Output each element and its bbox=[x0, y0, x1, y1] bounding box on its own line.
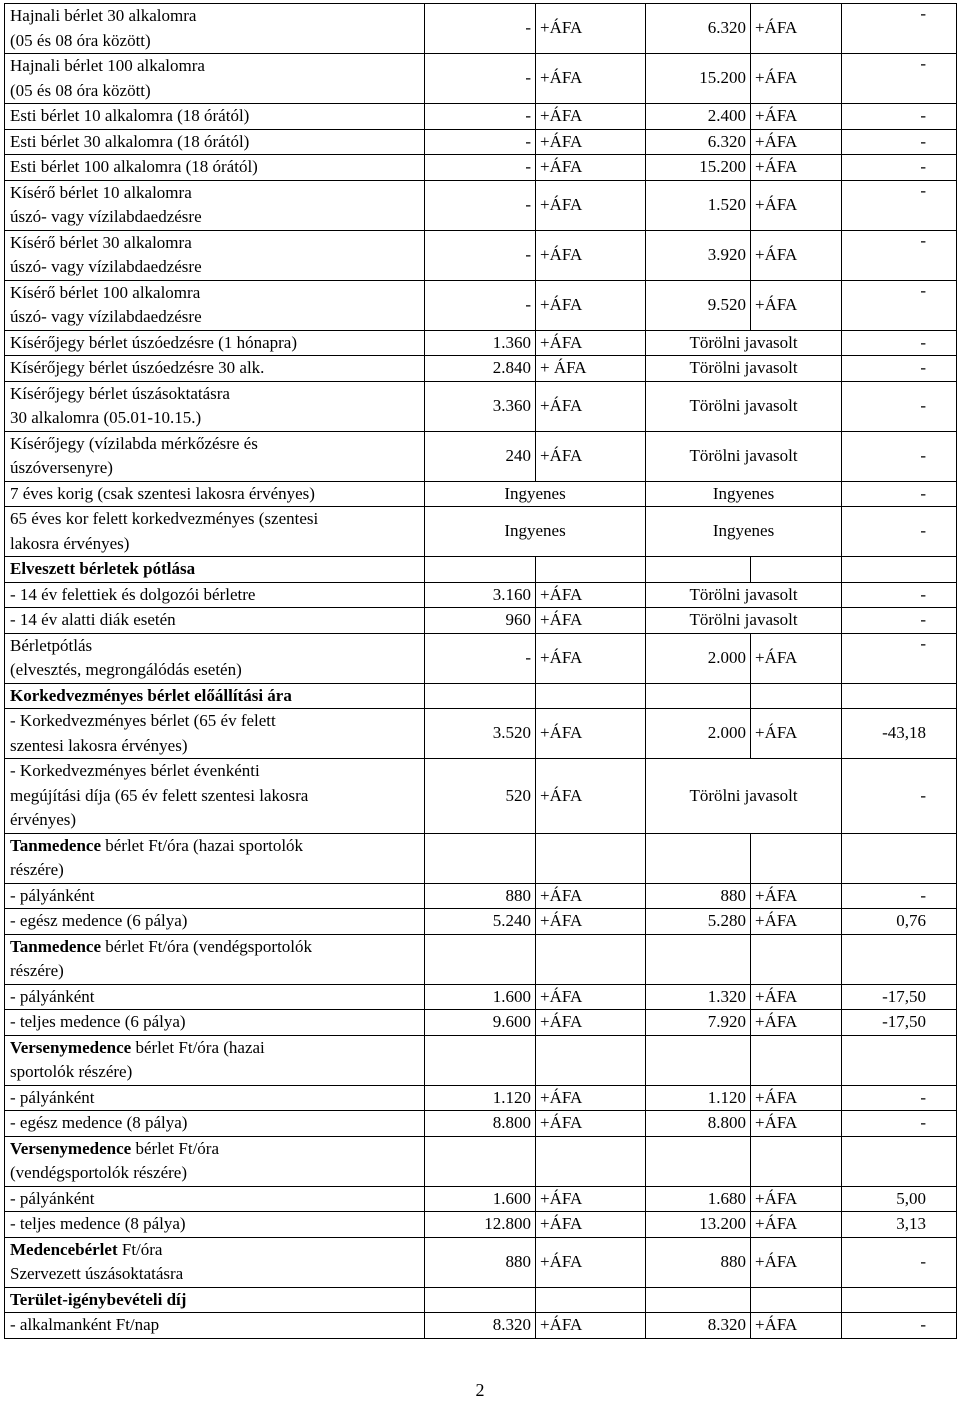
row-label bbox=[5, 1186, 425, 1212]
change-percent: - bbox=[842, 230, 957, 280]
old-vat-label: +ÁFA bbox=[536, 608, 646, 634]
old-vat-label: +ÁFA bbox=[536, 155, 646, 181]
old-vat-label: +ÁFA bbox=[536, 381, 646, 431]
empty-cell bbox=[536, 557, 646, 583]
change-percent: 3,13 bbox=[842, 1212, 957, 1238]
row-label-text: 7 éves korig (csak szentesi lakosra érvényes) bbox=[10, 483, 315, 503]
row-label-text: - teljes medence (8 pálya) bbox=[10, 1214, 186, 1233]
section-header-title: Elveszett bérletek pótlása bbox=[10, 559, 196, 578]
table-row bbox=[5, 633, 957, 683]
row-label-text: - Korkedvezményes bérlet évenkénti megújítási díja (65 év felett szentesi lakosra érvényes) bbox=[10, 761, 309, 829]
empty-cell bbox=[646, 833, 751, 883]
row-label bbox=[5, 984, 425, 1010]
old-vat-label: +ÁFA bbox=[536, 1313, 646, 1339]
table-row bbox=[5, 709, 957, 759]
change-percent: - bbox=[842, 155, 957, 181]
row-label bbox=[5, 431, 425, 481]
row-label-text: Esti bérlet 10 alkalomra (18 órától) bbox=[10, 106, 250, 125]
proposal-note: Törölni javasolt bbox=[646, 431, 842, 481]
new-vat-label: +ÁFA bbox=[751, 909, 842, 935]
change-percent: - bbox=[842, 633, 957, 683]
row-label-text: - teljes medence (6 pálya) bbox=[10, 1012, 186, 1031]
empty-cell bbox=[751, 833, 842, 883]
row-label bbox=[5, 1237, 425, 1287]
change-percent: - bbox=[842, 759, 957, 834]
row-label-text: - 14 év alatti diák esetén bbox=[10, 610, 176, 629]
empty-cell bbox=[751, 1287, 842, 1313]
row-label-text: Kísérő bérlet 10 alkalomra úszó- vagy vízilabdaedzésre bbox=[10, 182, 202, 226]
section-header-rest: bérlet Ft/óra (vendégsportolók részére) bbox=[10, 1138, 219, 1182]
empty-cell bbox=[536, 1136, 646, 1186]
old-price: 12.800 bbox=[425, 1212, 536, 1238]
old-price-text: Ingyenes bbox=[425, 507, 646, 557]
new-vat-label: +ÁFA bbox=[751, 1085, 842, 1111]
table-row bbox=[5, 54, 957, 104]
change-percent: -17,50 bbox=[842, 1010, 957, 1036]
table-row bbox=[5, 1186, 957, 1212]
old-vat-label: +ÁFA bbox=[536, 230, 646, 280]
row-label bbox=[5, 4, 425, 54]
empty-cell bbox=[425, 934, 536, 984]
new-vat-label: +ÁFA bbox=[751, 1212, 842, 1238]
change-percent: - bbox=[842, 481, 957, 507]
old-vat-label: +ÁFA bbox=[536, 909, 646, 935]
new-price: 1.680 bbox=[646, 1186, 751, 1212]
table-row bbox=[5, 1313, 957, 1339]
new-vat-label: +ÁFA bbox=[751, 1313, 842, 1339]
row-label bbox=[5, 1212, 425, 1238]
new-price: 15.200 bbox=[646, 155, 751, 181]
new-price: 2.400 bbox=[646, 104, 751, 130]
change-percent: - bbox=[842, 431, 957, 481]
empty-cell bbox=[425, 557, 536, 583]
table-row bbox=[5, 230, 957, 280]
section-header bbox=[5, 1136, 425, 1186]
table-row bbox=[5, 180, 957, 230]
old-vat-label: +ÁFA bbox=[536, 759, 646, 834]
empty-cell bbox=[751, 683, 842, 709]
new-price: 15.200 bbox=[646, 54, 751, 104]
old-vat-label: +ÁFA bbox=[536, 431, 646, 481]
empty-cell bbox=[536, 934, 646, 984]
table-row bbox=[5, 759, 957, 834]
table-row bbox=[5, 1136, 957, 1186]
row-label-text: - pályánként bbox=[10, 986, 95, 1006]
change-percent: - bbox=[842, 104, 957, 130]
row-label-text: Esti bérlet 30 alkalomra (18 órától) bbox=[10, 131, 250, 151]
section-header bbox=[5, 934, 425, 984]
section-header bbox=[5, 557, 425, 583]
old-price: 1.600 bbox=[425, 1186, 536, 1212]
empty-cell bbox=[842, 683, 957, 709]
proposal-note: Törölni javasolt bbox=[646, 759, 842, 834]
change-percent: -43,18 bbox=[842, 709, 957, 759]
row-label bbox=[5, 481, 425, 507]
new-vat-label: +ÁFA bbox=[751, 633, 842, 683]
price-table bbox=[4, 3, 957, 1339]
new-price: 8.320 bbox=[646, 1313, 751, 1339]
table-row bbox=[5, 280, 957, 330]
old-vat-label: +ÁFA bbox=[536, 883, 646, 909]
proposal-note: Törölni javasolt bbox=[646, 582, 842, 608]
empty-cell bbox=[536, 1035, 646, 1085]
new-vat-label: +ÁFA bbox=[751, 4, 842, 54]
empty-cell bbox=[425, 1287, 536, 1313]
section-header-title: Versenymedence bbox=[10, 1037, 132, 1057]
proposal-note: Törölni javasolt bbox=[646, 356, 842, 382]
row-label bbox=[5, 883, 425, 909]
row-label bbox=[5, 709, 425, 759]
row-label-text: - 14 év felettiek és dolgozói bérletre bbox=[10, 584, 256, 604]
old-vat-label: +ÁFA bbox=[536, 180, 646, 230]
table-row bbox=[5, 1085, 957, 1111]
old-price: 2.840 bbox=[425, 356, 536, 382]
new-vat-label: +ÁFA bbox=[751, 1186, 842, 1212]
row-label bbox=[5, 633, 425, 683]
row-label bbox=[5, 1313, 425, 1339]
change-percent: - bbox=[842, 608, 957, 634]
change-percent: - bbox=[842, 381, 957, 431]
row-label-text: Kísérőjegy bérlet úszóedzésre 30 alk. bbox=[10, 358, 265, 377]
table-row bbox=[5, 129, 957, 155]
old-vat-label: +ÁFA bbox=[536, 582, 646, 608]
new-price: 1.120 bbox=[646, 1085, 751, 1111]
empty-cell bbox=[751, 557, 842, 583]
row-label bbox=[5, 1111, 425, 1137]
row-label-text: Esti bérlet 100 alkalomra (18 órától) bbox=[10, 157, 258, 176]
old-vat-label: +ÁFA bbox=[536, 280, 646, 330]
new-price-text: Ingyenes bbox=[646, 507, 842, 557]
old-vat-label: +ÁFA bbox=[536, 129, 646, 155]
old-vat-label: +ÁFA bbox=[536, 1111, 646, 1137]
old-price: 520 bbox=[425, 759, 536, 834]
proposal-note: Törölni javasolt bbox=[646, 608, 842, 634]
row-label-text: - Korkedvezményes bérlet (65 év felett szentesi lakosra érvényes) bbox=[10, 711, 276, 755]
new-price: 7.920 bbox=[646, 1010, 751, 1036]
empty-cell bbox=[842, 1035, 957, 1085]
new-price: 1.520 bbox=[646, 180, 751, 230]
empty-cell bbox=[842, 934, 957, 984]
empty-cell bbox=[751, 1035, 842, 1085]
proposal-note: Törölni javasolt bbox=[646, 381, 842, 431]
old-vat-label: +ÁFA bbox=[536, 4, 646, 54]
page-number: 2 bbox=[475, 1380, 485, 1400]
change-percent: - bbox=[842, 356, 957, 382]
table-row bbox=[5, 507, 957, 557]
table-row bbox=[5, 934, 957, 984]
empty-cell bbox=[425, 683, 536, 709]
row-label bbox=[5, 582, 425, 608]
change-percent: - bbox=[842, 1237, 957, 1287]
table-row bbox=[5, 984, 957, 1010]
new-vat-label: +ÁFA bbox=[751, 1111, 842, 1137]
table-row bbox=[5, 557, 957, 583]
new-price: 880 bbox=[646, 1237, 751, 1287]
row-label bbox=[5, 608, 425, 634]
old-price: - bbox=[425, 230, 536, 280]
new-price: 2.000 bbox=[646, 633, 751, 683]
new-price: 1.320 bbox=[646, 984, 751, 1010]
old-vat-label: +ÁFA bbox=[536, 1237, 646, 1287]
empty-cell bbox=[751, 1136, 842, 1186]
new-vat-label: +ÁFA bbox=[751, 1237, 842, 1287]
old-vat-label: +ÁFA bbox=[536, 1085, 646, 1111]
new-vat-label: +ÁFA bbox=[751, 280, 842, 330]
row-label-text: Bérletpótlás (elvesztés, megrongálódás esetén) bbox=[10, 635, 242, 679]
old-price: 3.520 bbox=[425, 709, 536, 759]
new-vat-label: +ÁFA bbox=[751, 230, 842, 280]
table-row bbox=[5, 431, 957, 481]
empty-cell bbox=[842, 833, 957, 883]
table-row bbox=[5, 582, 957, 608]
change-percent: - bbox=[842, 1085, 957, 1111]
old-price: 1.120 bbox=[425, 1085, 536, 1111]
table-row bbox=[5, 1035, 957, 1085]
empty-cell bbox=[425, 1035, 536, 1085]
empty-cell bbox=[536, 1287, 646, 1313]
table-row bbox=[5, 683, 957, 709]
table-row bbox=[5, 608, 957, 634]
row-label-text: 65 éves kor felett korkedvezményes (szentesi lakosra érvényes) bbox=[10, 509, 319, 553]
new-price: 13.200 bbox=[646, 1212, 751, 1238]
old-vat-label: +ÁFA bbox=[536, 984, 646, 1010]
table-row bbox=[5, 330, 957, 356]
old-vat-label: +ÁFA bbox=[536, 709, 646, 759]
row-label-text: Kísérő bérlet 100 alkalomra úszó- vagy vízilabdaedzésre bbox=[10, 282, 202, 326]
row-label-text: - pályánként bbox=[10, 885, 95, 905]
old-price: 5.240 bbox=[425, 909, 536, 935]
row-label bbox=[5, 180, 425, 230]
new-price: 9.520 bbox=[646, 280, 751, 330]
old-price: 960 bbox=[425, 608, 536, 634]
empty-cell bbox=[536, 683, 646, 709]
table-row bbox=[5, 883, 957, 909]
old-price: - bbox=[425, 104, 536, 130]
empty-cell bbox=[425, 833, 536, 883]
new-vat-label: +ÁFA bbox=[751, 54, 842, 104]
new-price: 5.280 bbox=[646, 909, 751, 935]
new-vat-label: +ÁFA bbox=[751, 155, 842, 181]
old-price: - bbox=[425, 4, 536, 54]
table-row bbox=[5, 1287, 957, 1313]
section-header bbox=[5, 683, 425, 709]
new-vat-label: +ÁFA bbox=[751, 883, 842, 909]
change-percent: - bbox=[842, 330, 957, 356]
proposal-note: Törölni javasolt bbox=[646, 330, 842, 356]
row-label bbox=[5, 1010, 425, 1036]
change-percent: - bbox=[842, 1313, 957, 1339]
old-price: - bbox=[425, 129, 536, 155]
row-label bbox=[5, 381, 425, 431]
price-table-body bbox=[5, 4, 957, 1339]
row-label-bold: Medencebérlet bbox=[10, 1239, 118, 1259]
old-price-text: Ingyenes bbox=[425, 481, 646, 507]
row-label-text: Hajnali bérlet 100 alkalomra (05 és 08 óra között) bbox=[10, 56, 205, 100]
empty-cell bbox=[646, 1035, 751, 1085]
table-row bbox=[5, 909, 957, 935]
new-vat-label: +ÁFA bbox=[751, 984, 842, 1010]
new-vat-label: +ÁFA bbox=[751, 104, 842, 130]
table-row bbox=[5, 104, 957, 130]
row-label bbox=[5, 129, 425, 155]
change-percent: 5,00 bbox=[842, 1186, 957, 1212]
change-percent: - bbox=[842, 582, 957, 608]
new-vat-label: +ÁFA bbox=[751, 709, 842, 759]
empty-cell bbox=[842, 1287, 957, 1313]
old-price: 8.320 bbox=[425, 1313, 536, 1339]
row-label-text: - pályánként bbox=[10, 1087, 95, 1107]
new-price-text: Ingyenes bbox=[646, 481, 842, 507]
empty-cell bbox=[646, 683, 751, 709]
old-price: 9.600 bbox=[425, 1010, 536, 1036]
table-row bbox=[5, 356, 957, 382]
section-header-title: Versenymedence bbox=[10, 1138, 132, 1158]
empty-cell bbox=[842, 1136, 957, 1186]
empty-cell bbox=[646, 1136, 751, 1186]
new-price: 6.320 bbox=[646, 129, 751, 155]
new-price: 2.000 bbox=[646, 709, 751, 759]
new-price: 880 bbox=[646, 883, 751, 909]
row-label bbox=[5, 104, 425, 130]
section-header-title: Tanmedence bbox=[10, 835, 101, 855]
old-vat-label: +ÁFA bbox=[536, 1212, 646, 1238]
old-price: - bbox=[425, 633, 536, 683]
change-percent: - bbox=[842, 54, 957, 104]
row-label bbox=[5, 280, 425, 330]
row-label bbox=[5, 230, 425, 280]
empty-cell bbox=[646, 934, 751, 984]
section-header-rest: bérlet Ft/óra (hazai sportolók részére) bbox=[10, 835, 304, 879]
row-label-text: - alkalmanként Ft/nap bbox=[10, 1315, 160, 1334]
row-label bbox=[5, 507, 425, 557]
old-price: - bbox=[425, 54, 536, 104]
empty-cell bbox=[646, 1287, 751, 1313]
old-price: 3.160 bbox=[425, 582, 536, 608]
old-price: - bbox=[425, 280, 536, 330]
row-label-text: Kísérő bérlet 30 alkalomra úszó- vagy vízilabdaedzésre bbox=[10, 232, 202, 276]
row-label-text: - egész medence (6 pálya) bbox=[10, 911, 188, 930]
new-price: 3.920 bbox=[646, 230, 751, 280]
table-row bbox=[5, 481, 957, 507]
old-price: 3.360 bbox=[425, 381, 536, 431]
old-vat-label: +ÁFA bbox=[536, 54, 646, 104]
old-price: 1.600 bbox=[425, 984, 536, 1010]
table-row bbox=[5, 1010, 957, 1036]
section-header-rest: bérlet Ft/óra (vendégsportolók részére) bbox=[10, 936, 313, 980]
empty-cell bbox=[842, 557, 957, 583]
old-vat-label: +ÁFA bbox=[536, 1010, 646, 1036]
old-price: 880 bbox=[425, 883, 536, 909]
row-label bbox=[5, 356, 425, 382]
old-vat-label: +ÁFA bbox=[536, 104, 646, 130]
section-header-title: Tanmedence bbox=[10, 936, 101, 956]
row-label bbox=[5, 155, 425, 181]
change-percent: - bbox=[842, 280, 957, 330]
table-row bbox=[5, 4, 957, 54]
old-price: 1.360 bbox=[425, 330, 536, 356]
old-price: - bbox=[425, 155, 536, 181]
new-price: 8.800 bbox=[646, 1111, 751, 1137]
new-vat-label: +ÁFA bbox=[751, 1010, 842, 1036]
change-percent: - bbox=[842, 507, 957, 557]
row-label bbox=[5, 330, 425, 356]
table-row bbox=[5, 833, 957, 883]
old-vat-label: + ÁFA bbox=[536, 356, 646, 382]
change-percent: -17,50 bbox=[842, 984, 957, 1010]
change-percent: - bbox=[842, 4, 957, 54]
table-row bbox=[5, 381, 957, 431]
table-row bbox=[5, 1237, 957, 1287]
old-price: 880 bbox=[425, 1237, 536, 1287]
row-label-text: Kísérőjegy bérlet úszásoktatásra 30 alkalomra (05.01-10.15.) bbox=[10, 383, 230, 427]
row-label-text: Ft/óra Szervezett úszásoktatásra bbox=[10, 1239, 184, 1283]
section-header bbox=[5, 1287, 425, 1313]
change-percent: - bbox=[842, 883, 957, 909]
change-percent: - bbox=[842, 180, 957, 230]
row-label-text: - egész medence (8 pálya) bbox=[10, 1113, 188, 1132]
change-percent: 0,76 bbox=[842, 909, 957, 935]
old-price: - bbox=[425, 180, 536, 230]
empty-cell bbox=[536, 833, 646, 883]
change-percent: - bbox=[842, 1111, 957, 1137]
row-label bbox=[5, 1085, 425, 1111]
table-row bbox=[5, 1212, 957, 1238]
change-percent: - bbox=[842, 129, 957, 155]
empty-cell bbox=[425, 1136, 536, 1186]
row-label bbox=[5, 54, 425, 104]
table-row bbox=[5, 1111, 957, 1137]
section-header-title: Korkedvezményes bérlet előállítási ára bbox=[10, 685, 292, 705]
empty-cell bbox=[646, 557, 751, 583]
old-price: 8.800 bbox=[425, 1111, 536, 1137]
row-label bbox=[5, 909, 425, 935]
new-price: 6.320 bbox=[646, 4, 751, 54]
new-vat-label: +ÁFA bbox=[751, 180, 842, 230]
row-label-text: - pályánként bbox=[10, 1188, 95, 1208]
row-label-text: Kísérőjegy bérlet úszóedzésre (1 hónapra) bbox=[10, 332, 297, 352]
old-price: 240 bbox=[425, 431, 536, 481]
row-label bbox=[5, 759, 425, 834]
section-header bbox=[5, 833, 425, 883]
row-label-text: Kísérőjegy (vízilabda mérkőzésre és úszóversenyre) bbox=[10, 433, 258, 477]
section-header-title: Terület-igénybevételi díj bbox=[10, 1289, 187, 1309]
new-vat-label: +ÁFA bbox=[751, 129, 842, 155]
row-label-text: Hajnali bérlet 30 alkalomra (05 és 08 óra között) bbox=[10, 6, 197, 50]
table-row bbox=[5, 155, 957, 181]
section-header-rest: bérlet Ft/óra (hazai sportolók részére) bbox=[10, 1037, 265, 1081]
empty-cell bbox=[751, 934, 842, 984]
old-vat-label: +ÁFA bbox=[536, 633, 646, 683]
section-header bbox=[5, 1035, 425, 1085]
old-vat-label: +ÁFA bbox=[536, 1186, 646, 1212]
old-vat-label: +ÁFA bbox=[536, 330, 646, 356]
